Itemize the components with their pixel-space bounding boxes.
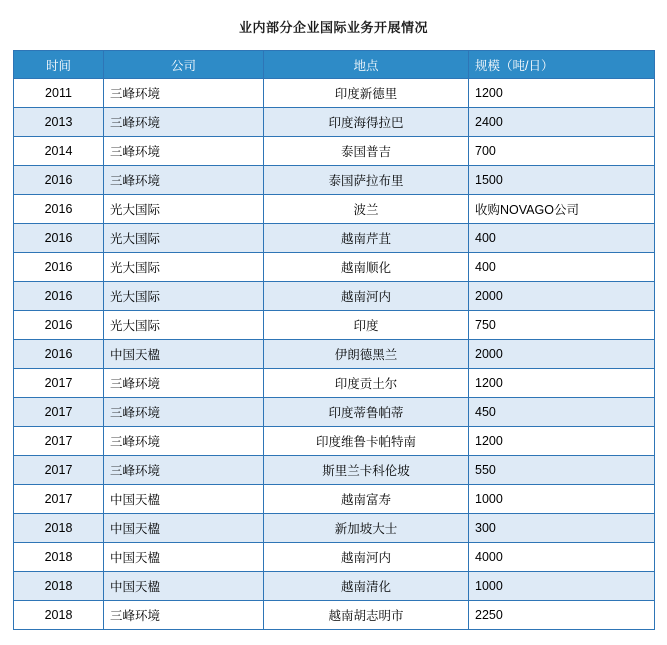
cell-company: 中国天楹 <box>104 485 264 514</box>
cell-time: 2014 <box>14 137 104 166</box>
table-row <box>14 398 655 427</box>
cell-company: 中国天楹 <box>104 543 264 572</box>
cell-scale: 1000 <box>469 485 655 514</box>
table-header <box>14 51 655 79</box>
cell-scale: 300 <box>469 514 655 543</box>
cell-time: 2017 <box>14 427 104 456</box>
cell-location: 越南胡志明市 <box>264 601 469 630</box>
cell-scale: 550 <box>469 456 655 485</box>
cell-location: 印度 <box>264 311 469 340</box>
table-row <box>14 166 655 195</box>
cell-company: 光大国际 <box>104 253 264 282</box>
table-header-row <box>14 51 655 79</box>
cell-scale: 700 <box>469 137 655 166</box>
cell-company: 三峰环境 <box>104 456 264 485</box>
cell-time: 2013 <box>14 108 104 137</box>
cell-time: 2016 <box>14 253 104 282</box>
cell-location: 越南富寿 <box>264 485 469 514</box>
cell-time: 2017 <box>14 369 104 398</box>
column-header-location: 地点 <box>264 51 469 79</box>
cell-time: 2016 <box>14 166 104 195</box>
cell-company: 三峰环境 <box>104 166 264 195</box>
table-row <box>14 456 655 485</box>
cell-scale: 收购NOVAGO公司 <box>469 195 655 224</box>
cell-company: 光大国际 <box>104 224 264 253</box>
cell-company: 中国天楹 <box>104 340 264 369</box>
cell-time: 2017 <box>14 456 104 485</box>
cell-company: 三峰环境 <box>104 369 264 398</box>
cell-scale: 4000 <box>469 543 655 572</box>
cell-company: 三峰环境 <box>104 79 264 108</box>
cell-location: 越南芹苴 <box>264 224 469 253</box>
cell-scale: 400 <box>469 224 655 253</box>
cell-company: 三峰环境 <box>104 108 264 137</box>
cell-location: 越南清化 <box>264 572 469 601</box>
table-row <box>14 543 655 572</box>
cell-scale: 1000 <box>469 572 655 601</box>
cell-location: 泰国萨拉布里 <box>264 166 469 195</box>
cell-time: 2017 <box>14 398 104 427</box>
international-business-table <box>13 50 655 630</box>
cell-location: 斯里兰卡科伦坡 <box>264 456 469 485</box>
cell-scale: 2250 <box>469 601 655 630</box>
column-header-company: 公司 <box>104 51 264 79</box>
table-row <box>14 79 655 108</box>
cell-time: 2018 <box>14 601 104 630</box>
cell-company: 三峰环境 <box>104 427 264 456</box>
cell-company: 中国天楹 <box>104 514 264 543</box>
cell-location: 波兰 <box>264 195 469 224</box>
cell-time: 2017 <box>14 485 104 514</box>
cell-time: 2016 <box>14 282 104 311</box>
column-header-scale: 规模（吨/日） <box>469 51 655 79</box>
cell-scale: 2000 <box>469 340 655 369</box>
cell-scale: 450 <box>469 398 655 427</box>
cell-location: 印度新德里 <box>264 79 469 108</box>
cell-time: 2018 <box>14 572 104 601</box>
cell-location: 印度海得拉巴 <box>264 108 469 137</box>
table-row <box>14 224 655 253</box>
table-row <box>14 427 655 456</box>
cell-location: 印度贡土尔 <box>264 369 469 398</box>
cell-company: 光大国际 <box>104 311 264 340</box>
cell-company: 三峰环境 <box>104 137 264 166</box>
table-row <box>14 601 655 630</box>
cell-time: 2016 <box>14 340 104 369</box>
table-row <box>14 137 655 166</box>
table-row <box>14 253 655 282</box>
cell-time: 2011 <box>14 79 104 108</box>
cell-location: 泰国普吉 <box>264 137 469 166</box>
cell-company: 三峰环境 <box>104 398 264 427</box>
cell-time: 2016 <box>14 195 104 224</box>
cell-scale: 400 <box>469 253 655 282</box>
cell-location: 伊朗德黑兰 <box>264 340 469 369</box>
column-header-time: 时间 <box>14 51 104 79</box>
cell-location: 新加坡大士 <box>264 514 469 543</box>
cell-time: 2016 <box>14 224 104 253</box>
cell-location: 越南顺化 <box>264 253 469 282</box>
cell-company: 三峰环境 <box>104 601 264 630</box>
table-row <box>14 311 655 340</box>
page-title: 业内部分企业国际业务开展情况 <box>238 20 428 35</box>
cell-scale: 1200 <box>469 427 655 456</box>
table-row <box>14 195 655 224</box>
cell-scale: 1500 <box>469 166 655 195</box>
cell-company: 光大国际 <box>104 195 264 224</box>
cell-location: 越南河内 <box>264 543 469 572</box>
cell-scale: 1200 <box>469 79 655 108</box>
cell-time: 2018 <box>14 543 104 572</box>
table-row <box>14 369 655 398</box>
cell-scale: 750 <box>469 311 655 340</box>
table-row <box>14 485 655 514</box>
table-row <box>14 108 655 137</box>
table-row <box>14 572 655 601</box>
cell-scale: 2000 <box>469 282 655 311</box>
table-container <box>0 50 667 630</box>
cell-company: 中国天楹 <box>104 572 264 601</box>
cell-location: 越南河内 <box>264 282 469 311</box>
cell-location: 印度蒂鲁帕蒂 <box>264 398 469 427</box>
cell-location: 印度维鲁卡帕特南 <box>264 427 469 456</box>
cell-scale: 1200 <box>469 369 655 398</box>
cell-scale: 2400 <box>469 108 655 137</box>
table-row <box>14 340 655 369</box>
cell-company: 光大国际 <box>104 282 264 311</box>
table-body <box>14 79 655 630</box>
table-row <box>14 514 655 543</box>
cell-time: 2016 <box>14 311 104 340</box>
cell-time: 2018 <box>14 514 104 543</box>
table-row <box>14 282 655 311</box>
